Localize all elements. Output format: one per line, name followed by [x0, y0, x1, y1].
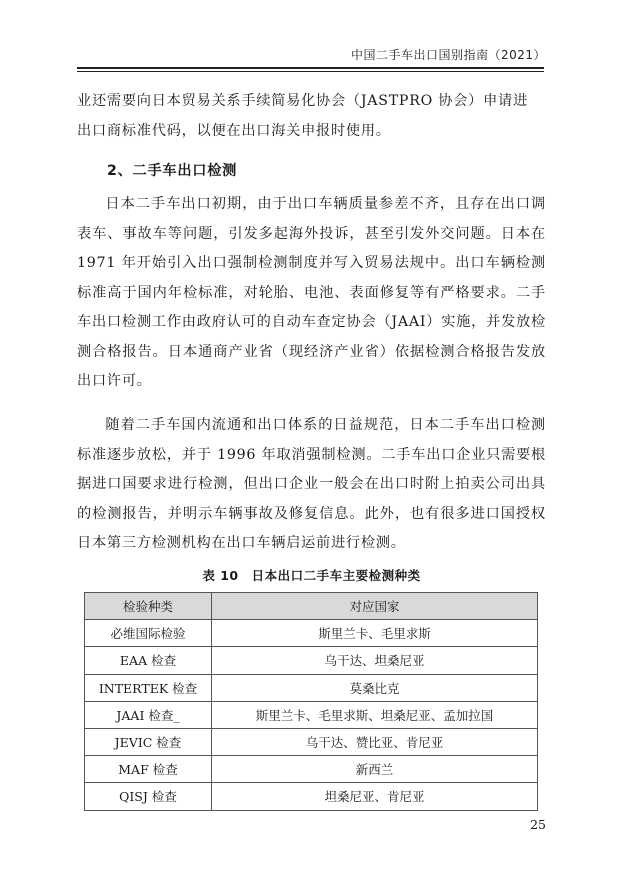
cell-inspection-type: QISJ 检查 — [85, 783, 212, 810]
table-header-row — [85, 593, 538, 620]
table-caption: 表 10 日本出口二手车主要检测种类 — [202, 568, 421, 583]
header-inspection-type: 检验种类 — [85, 593, 212, 620]
running-header: 中国二手车出口国别指南（2021） — [350, 48, 546, 62]
cell-inspection-type: 必维国际检验 — [85, 620, 212, 647]
cell-countries: 乌干达、赞比亚、肯尼亚 — [212, 728, 538, 755]
table-row — [85, 728, 538, 755]
header-rule-thin — [77, 71, 544, 72]
table-row — [85, 620, 538, 647]
section-heading: 2、二手车出口检测 — [107, 163, 238, 179]
cell-countries: 乌干达、坦桑尼亚 — [212, 647, 538, 674]
table-row — [85, 701, 538, 728]
table-row — [85, 783, 538, 810]
table-row — [85, 674, 538, 701]
cell-countries: 斯里兰卡、毛里求斯、坦桑尼亚、孟加拉国 — [212, 701, 538, 728]
table-row — [85, 647, 538, 674]
paragraph-1-block — [77, 190, 546, 397]
cell-countries: 斯里兰卡、毛里求斯 — [212, 620, 538, 647]
header-countries: 对应国家 — [212, 593, 538, 620]
cell-countries: 莫桑比克 — [212, 674, 538, 701]
cell-inspection-type: JEVIC 检查 — [85, 728, 212, 755]
paragraph-1: 日本二手车出口初期，由于出口车辆质量参差不齐，且存在出口调表车、事故车等问题，引发多起海外投诉，甚至引发外交问题。日本在 1971 年开始引入出口强制检测制度并写入贸易法规中。出口车辆检测标准高于国内年检标准，对轮胎、电池、表面修复等有严格要求。二手车出口检测工作由政府认可的自动车查定协会（JAAI）实施，并发放检测合格报告。日本通商产业省（现经济产业省）依据检测合格报告发放出口许可。 — [77, 196, 546, 389]
inspection-types-table — [84, 592, 538, 811]
paragraph-2: 随着二手车国内流通和出口体系的日益规范，日本二手车出口检测标准逐步放松，并于 1996 年取消强制检测。二手车出口企业只需要根据进口国要求进行检测，但出口企业一般会在出口时附上拍卖公司出具的检测报告，并明示车辆事故及修复信息。此外，也有很多进口国授权日本第三方检测机构在出口车辆启运前进行检测。 — [77, 417, 546, 551]
cell-inspection-type: JAAI 检查_ — [85, 701, 212, 728]
header-rule-thick — [77, 67, 544, 69]
continuation-paragraph — [77, 87, 546, 146]
continuation-line-2: 出口商标准代码，以便在出口海关申报时使用。 — [77, 122, 391, 139]
paragraph-2-block — [77, 411, 546, 559]
cell-inspection-type: EAA 检查 — [85, 647, 212, 674]
cell-inspection-type: INTERTEK 检查 — [85, 674, 212, 701]
cell-countries: 新西兰 — [212, 756, 538, 783]
table-row — [85, 756, 538, 783]
page-number: 25 — [530, 817, 546, 832]
cell-inspection-type: MAF 检查 — [85, 756, 212, 783]
continuation-line-1: 业还需要向日本贸易关系手续简易化协会（JASTPRO 协会）申请进 — [77, 93, 528, 109]
cell-countries: 坦桑尼亚、肯尼亚 — [212, 783, 538, 810]
